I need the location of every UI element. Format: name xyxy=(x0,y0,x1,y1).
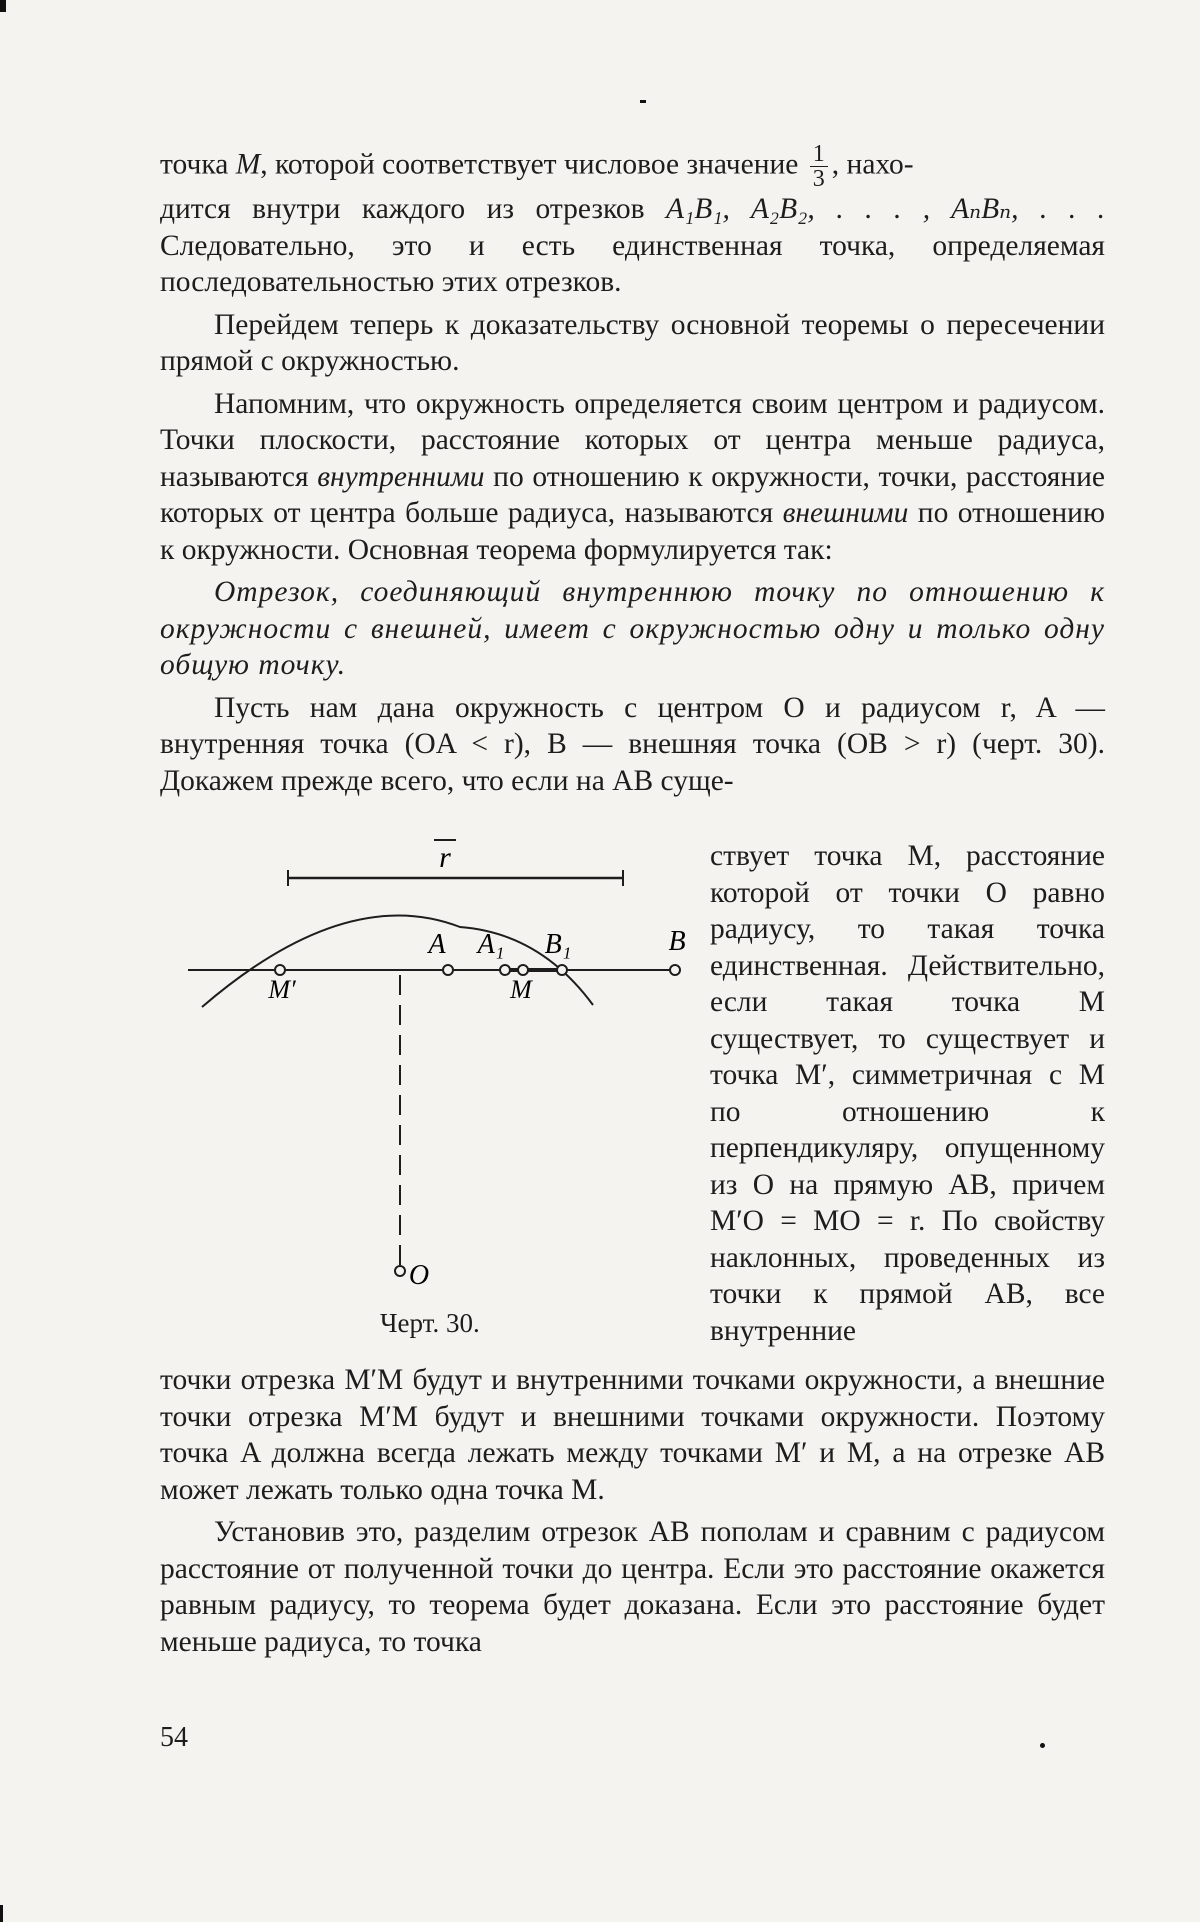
paragraph-4: Пусть нам дана окружность с центром O и радиусом r, A — внутренняя точка (OA < r), B — внешняя точка (OB > r) (черт. 30). Докажем прежде всего, что если на AB суще- xyxy=(160,691,1105,797)
text-run: Следовательно, это и есть единственная точка, определяемая последовательностью этих отрезков. xyxy=(160,229,1105,298)
text-run: Напомним, что окружность определяется своим центром и радиусом. Точки плоскости, расстояние которых от центра меньше радиуса, называются xyxy=(160,387,1105,493)
text-block-beside-figure xyxy=(710,838,1105,1349)
paragraph-intro xyxy=(160,142,1105,301)
fraction-one-third xyxy=(810,142,828,191)
label-Mp: M′ xyxy=(268,975,296,1004)
text-run: дится внутри каждого из отрезков xyxy=(160,193,666,225)
paragraph-5: точки отрезка M′M будут и внутренними точками окружности, а внешние точки отрезка M′M будут и внешними точками окружности. Поэтому точка A должна всегда лежать между точками M′ и M, а на отрезке AB может лежать только одна точка M. xyxy=(160,1364,1105,1506)
fraction-denominator: 3 xyxy=(812,166,825,192)
point-A1 xyxy=(500,965,510,975)
scan-dot xyxy=(640,100,646,103)
figure-30 xyxy=(180,835,710,1305)
figure-caption: Черт. 30. xyxy=(380,1308,480,1338)
label-B1: B₁ xyxy=(544,929,572,960)
label-A1: A₁ xyxy=(477,929,505,960)
text-run: точка xyxy=(160,148,236,181)
label-O: O xyxy=(408,1260,430,1291)
scan-edge-mark xyxy=(0,0,6,12)
text-run: , нахо- xyxy=(831,148,914,181)
text-run: , которой соответствует числовое значение xyxy=(260,148,806,181)
circle-arc xyxy=(202,915,593,1007)
page-number: 54 xyxy=(160,1722,188,1753)
emphasis-inner: внутренними xyxy=(317,460,485,493)
segment-list: A₁B₁, A₂B₂, . . . , AₙBₙ, . . . xyxy=(666,193,1105,225)
emphasis-outer: внешними xyxy=(782,497,909,529)
label-B: B xyxy=(668,926,686,957)
paragraph-4-continued: ствует точка M, расстояние которой от точки O равно радиусу, то такая точка единственная. Действительно, если такая точка M существует, то существует и точка M′, симметричная с M по отношению к перпендикуляру, опущенному из O на прямую AB, причем M′O = MO = r. По свойству наклонных, проведенных из точки к прямой AB, все внутренние xyxy=(710,840,1105,1347)
point-B1 xyxy=(557,965,567,975)
paragraph-3 xyxy=(160,386,1105,569)
point-B xyxy=(670,965,680,975)
paragraph-2: Перейдем теперь к доказательству основной теоремы о пересечении прямой с окружностью. xyxy=(160,308,1105,377)
text-run: по отношению к окружности, точки, расстояние которых от центра больше радиуса, называются xyxy=(160,460,1105,529)
theorem-statement: Отрезок, соединяющий внутреннюю точку по отношению к окружности с внешней, имеет с окружностью одну и только одну общую точку. xyxy=(160,576,1105,681)
point-O xyxy=(395,1266,405,1276)
point-A xyxy=(443,965,453,975)
scan-dot xyxy=(1040,1743,1045,1748)
label-r: r xyxy=(439,841,451,874)
text-block-bottom xyxy=(160,1362,1105,1660)
label-A: A xyxy=(428,929,446,960)
text-block-top xyxy=(160,142,1105,799)
scan-edge-mark xyxy=(0,1905,3,1922)
var-M: M xyxy=(235,148,261,181)
text-run: по отношению к окружности. Основная теорема формулируется так: xyxy=(160,497,1105,566)
point-Mp xyxy=(275,965,285,975)
fraction-numerator: 1 xyxy=(810,142,828,167)
label-M: M xyxy=(510,975,532,1004)
point-M xyxy=(518,965,528,975)
paragraph-6: Установив это, разделим отрезок AB пополам и сравним с радиусом расстояние от полученной точки до центра. Если это расстояние окажется равным радиусу, то теорема будет доказана. Если это расстояние будет меньше радиуса, то точка xyxy=(160,1516,1105,1658)
